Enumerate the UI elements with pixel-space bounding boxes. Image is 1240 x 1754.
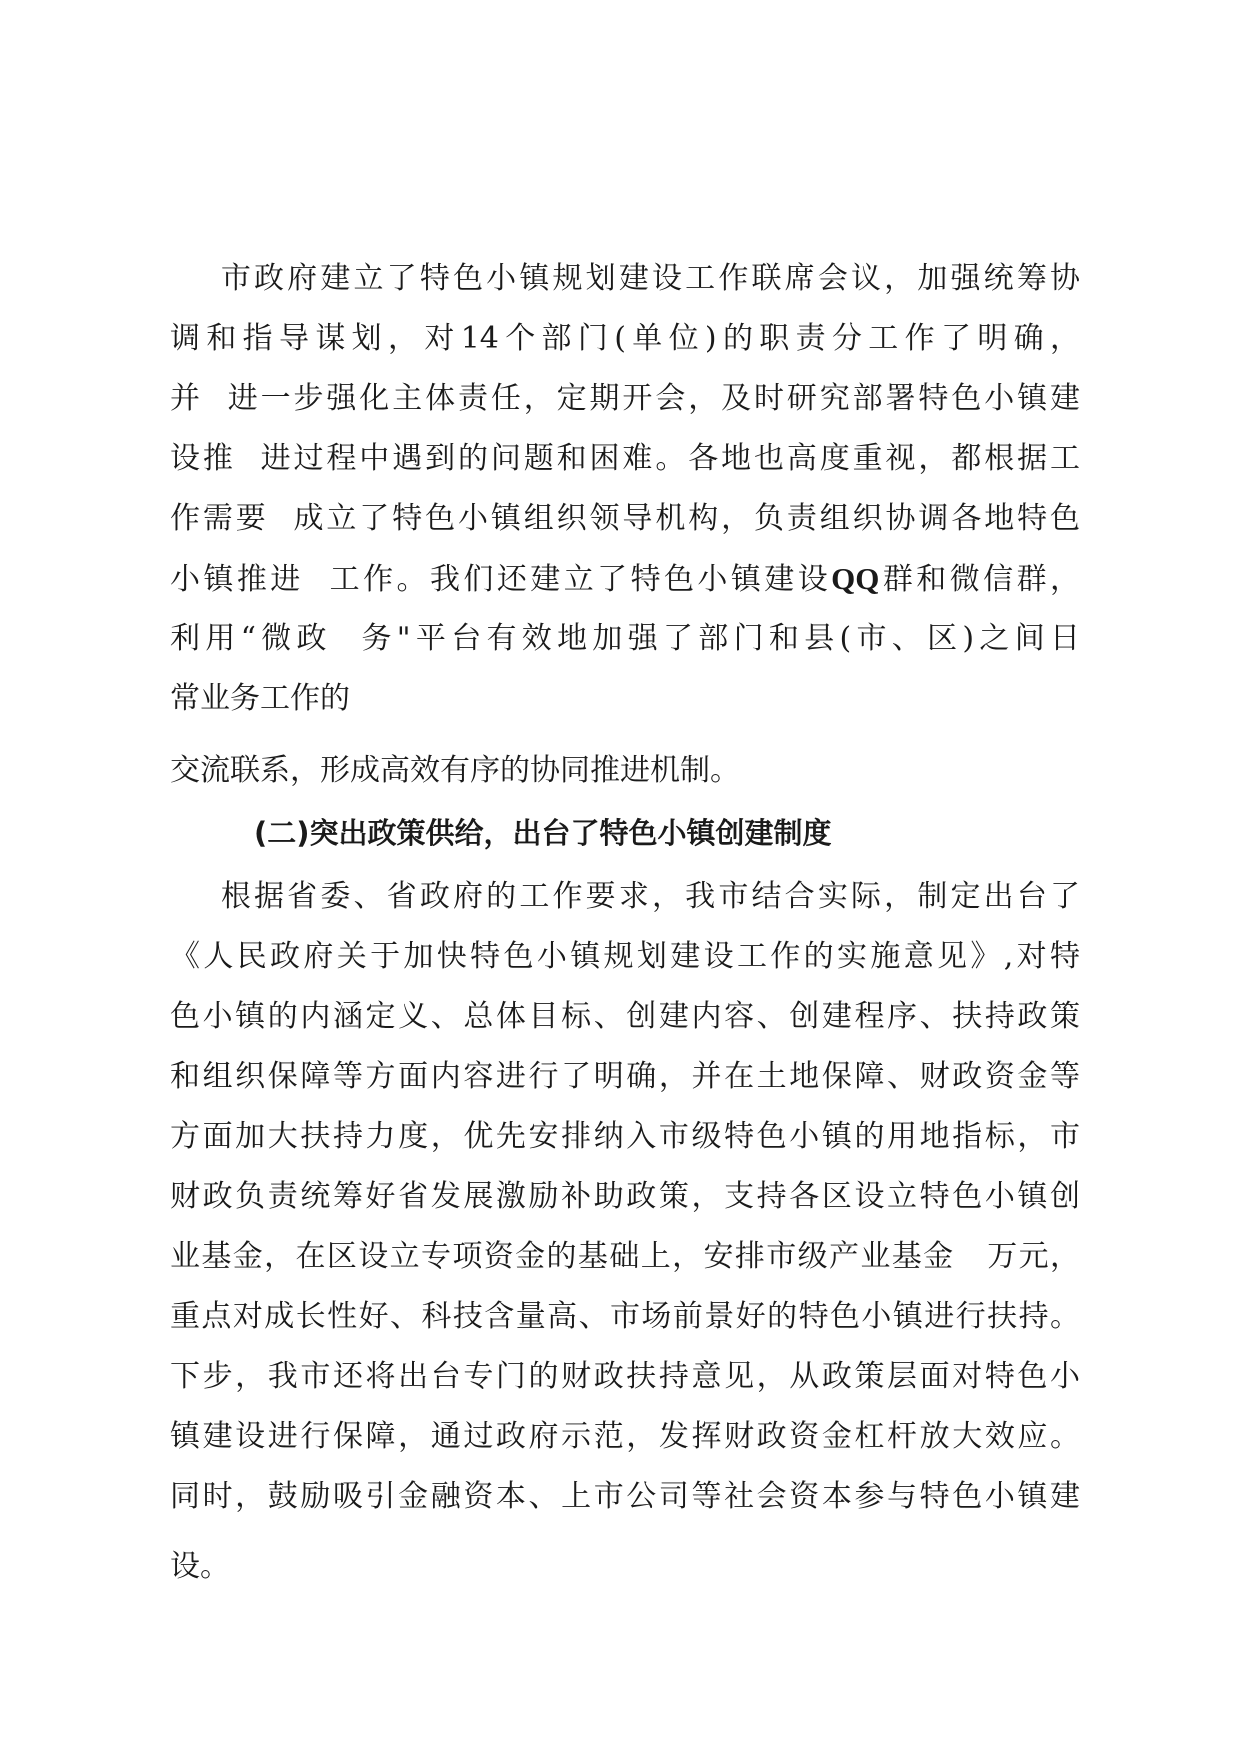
paragraph-line: 设。	[170, 1549, 230, 1584]
paragraph-line: 常业务工作的	[170, 681, 350, 716]
paragraph-line: 重点对成长性好、科技含量高、市场前景好的特色小镇进行扶持。	[170, 1299, 1080, 1334]
paragraph-line: 交流联系，形成高效有序的协同推进机制。	[170, 753, 740, 788]
paragraph-line: 财政负责统筹好省发展激励补助政策，支持各区设立特色小镇创	[170, 1179, 1080, 1214]
paragraph-line: 色小镇的内涵定义、总体目标、创建内容、创建程序、扶持政策	[170, 999, 1080, 1034]
qq-word: QQ	[831, 561, 880, 596]
paragraph-line: 下步，我市还将出台专门的财政扶持意见，从政策层面对特色小	[170, 1359, 1080, 1394]
paragraph-line: 业基金，在区设立专项资金的基础上，安排市级产业基金 万元，	[170, 1239, 1080, 1274]
paragraph-line: 调和指导谋划，对14个部门(单位)的职责分工作了明确，	[170, 321, 1080, 356]
paragraph-line: 和组织保障等方面内容进行了明确，并在土地保障、财政资金等	[170, 1059, 1080, 1094]
paragraph-line: 设推 进过程中遇到的问题和困难。各地也高度重视，都根据工	[170, 441, 1080, 476]
paragraph-line: 并 进一步强化主体责任，定期开会，及时研究部署特色小镇建	[170, 381, 1080, 416]
paragraph-text: 群和微信群，	[879, 562, 1081, 597]
paragraph-line: 根据省委、省政府的工作要求，我市结合实际，制定出台了	[170, 879, 1080, 914]
paragraph-line: 方面加大扶持力度，优先安排纳入市级特色小镇的用地指标，市	[170, 1119, 1080, 1154]
paragraph-line: 镇建设进行保障，通过政府示范，发挥财政资金杠杆放大效应。	[170, 1419, 1080, 1454]
paragraph-line: 《人民政府关于加快特色小镇规划建设工作的实施意见》,对特	[170, 939, 1080, 974]
paragraph-line: 同时，鼓励吸引金融资本、上市公司等社会资本参与特色小镇建	[170, 1479, 1080, 1514]
paragraph-line: 作需要 成立了特色小镇组织领导机构，负责组织协调各地特色	[170, 501, 1080, 536]
section-heading: (二)突出政策供给，出台了特色小镇创建制度	[254, 816, 832, 850]
paragraph-text: 小镇推进 工作。我们还建立了特色小镇建设	[170, 562, 832, 597]
paragraph-line: 利用“微政 务"平台有效地加强了部门和县(市、区)之间日	[170, 621, 1080, 656]
paragraph-line-with-qq	[170, 559, 1080, 599]
paragraph-line: 市政府建立了特色小镇规划建设工作联席会议，加强统筹协	[170, 261, 1080, 296]
